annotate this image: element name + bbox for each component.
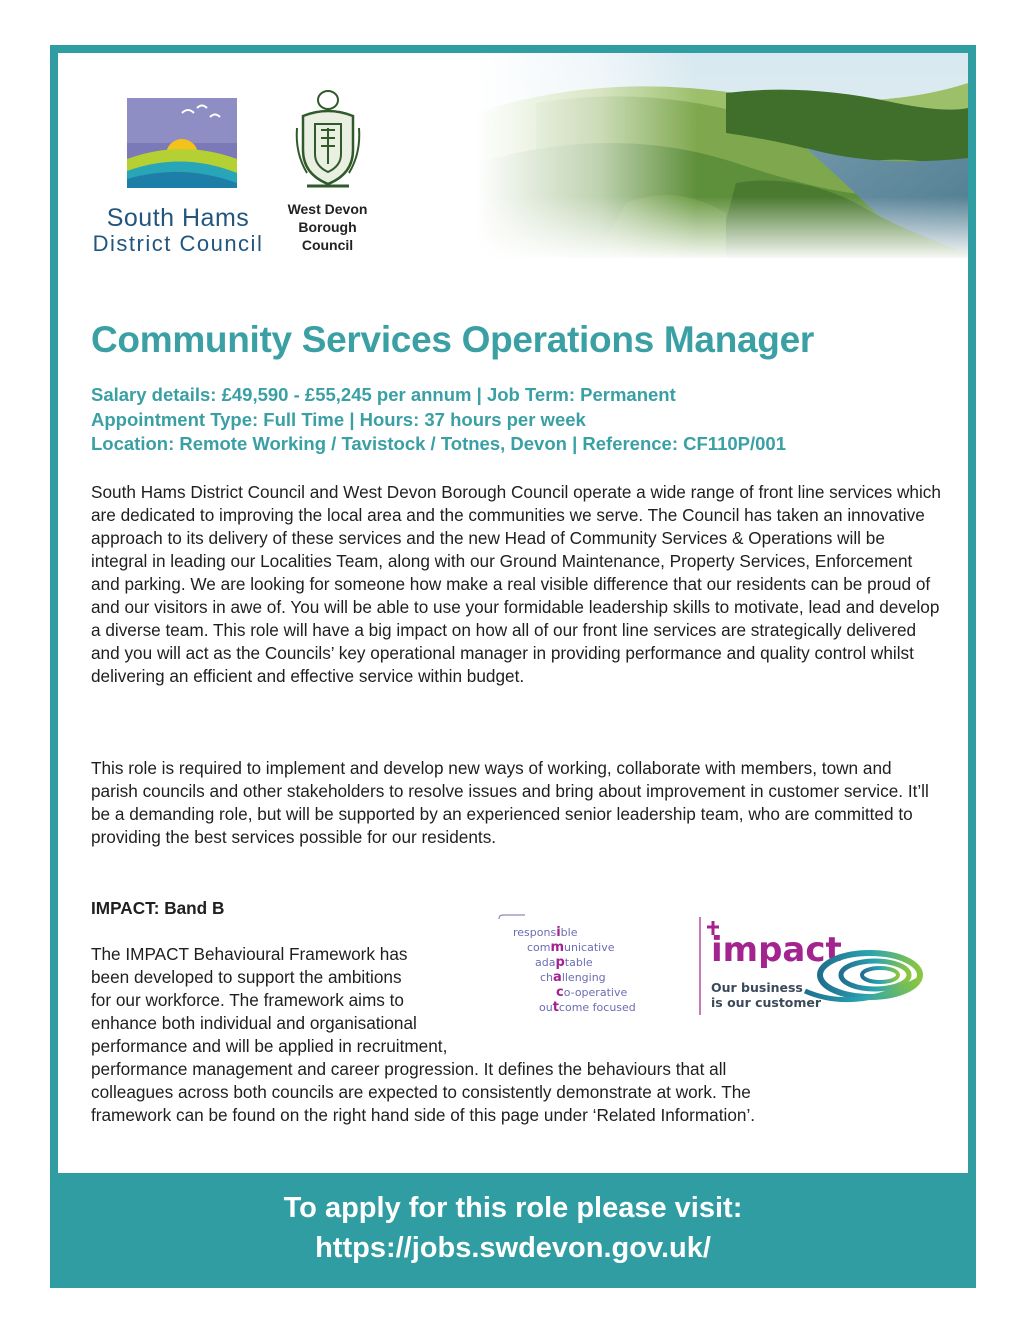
west-devon-wordmark [280,200,375,254]
apply-banner [50,1173,976,1288]
framework-line: enhance both individual and organisational [91,1013,417,1033]
framework-line: performance and will be applied in recruitment, [91,1036,448,1056]
west-devon-name-line2: Borough [298,219,357,235]
job-title: Community Services Operations Manager [91,319,814,360]
west-devon-logo [280,88,375,268]
west-devon-crest-icon [293,88,363,193]
framework-line: framework can be found on the right hand side of this page under ‘Related Information’. [91,1105,756,1125]
impact-wordmark: impact [711,930,842,970]
south-hams-wordmark [88,205,268,257]
impact-tagline-1: Our business [711,980,803,995]
impact-value-4: challenging [540,970,606,985]
impact-value-1: responsible [513,925,578,940]
framework-line: for our workforce. The framework aims to [91,990,404,1010]
impact-value-6: outcome focused [539,1000,636,1015]
impact-value-2: communicative [527,940,615,955]
south-hams-logo [88,93,268,273]
landscape-photo [476,53,968,258]
apply-link[interactable]: https://jobs.swdevon.gov.uk/ [315,1232,711,1264]
paragraph-role: This role is required to implement and develop new ways of working, collaborate with members, town and parish councils and other stakeholders to resolve issues and bring about improvement in customer service. It’ll be a demanding role, but will be supported by an experienced senior leadership team, who are committed to providing the best services possible for our residents. [91,758,929,847]
detail-location: Location: Remote Working / Tavistock / Totnes, Devon | Reference: CF110P/001 [91,433,786,454]
framework-line: performance management and career progression. It defines the behaviours that all [91,1059,727,1079]
detail-salary: Salary details: £49,590 - £55,245 per annum | Job Term: Permanent [91,384,676,405]
paragraph-intro: South Hams District Council and West Devon Borough Council operate a wide range of front line services which are dedicated to improving the local area and the communities we serve. The Council has taken an innovative approach to its delivery of these services and the new Head of Community Services & Operations will be integral in leading our Localities Team, along with our Ground Maintenance, Property Services, Enforcement and parking. We are looking for someone how make a real visible difference that our residents can be proud of and our visitors in awe of. You will be able to use your formidable leadership skills to motivate, lead and develop a diverse team. This role will have a big impact on how all of our front line services are strategically delivered and you will act as the Councils’ key operational manager in providing performance and quality control whilst delivering an efficient and effective service within budget. [91,482,941,686]
south-hams-name-line1: South Hams [106,204,250,232]
apply-text: To apply for this role please visit: [283,1192,743,1224]
job-details [91,383,786,457]
content-panel [58,53,968,1173]
south-hams-name-line2: District Council [92,231,264,256]
framework-line: colleagues across both councils are expected to consistently demonstrate at work. The [91,1082,751,1102]
impact-value-3: adaptable [535,955,593,970]
impact-tagline-2: is our customer [711,995,822,1010]
west-devon-name-line1: West Devon [287,201,368,217]
west-devon-name-line3: Council [301,237,354,253]
framework-line: The IMPACT Behavioural Framework has [91,944,408,964]
detail-appointment: Appointment Type: Full Time | Hours: 37 hours per week [91,408,586,430]
impact-logo [495,913,925,1023]
south-hams-emblem-icon [122,93,242,193]
framework-line: been developed to support the ambitions [91,967,402,987]
impact-band: IMPACT: Band B [91,898,225,918]
impact-value-5: co-operative [556,985,628,1000]
